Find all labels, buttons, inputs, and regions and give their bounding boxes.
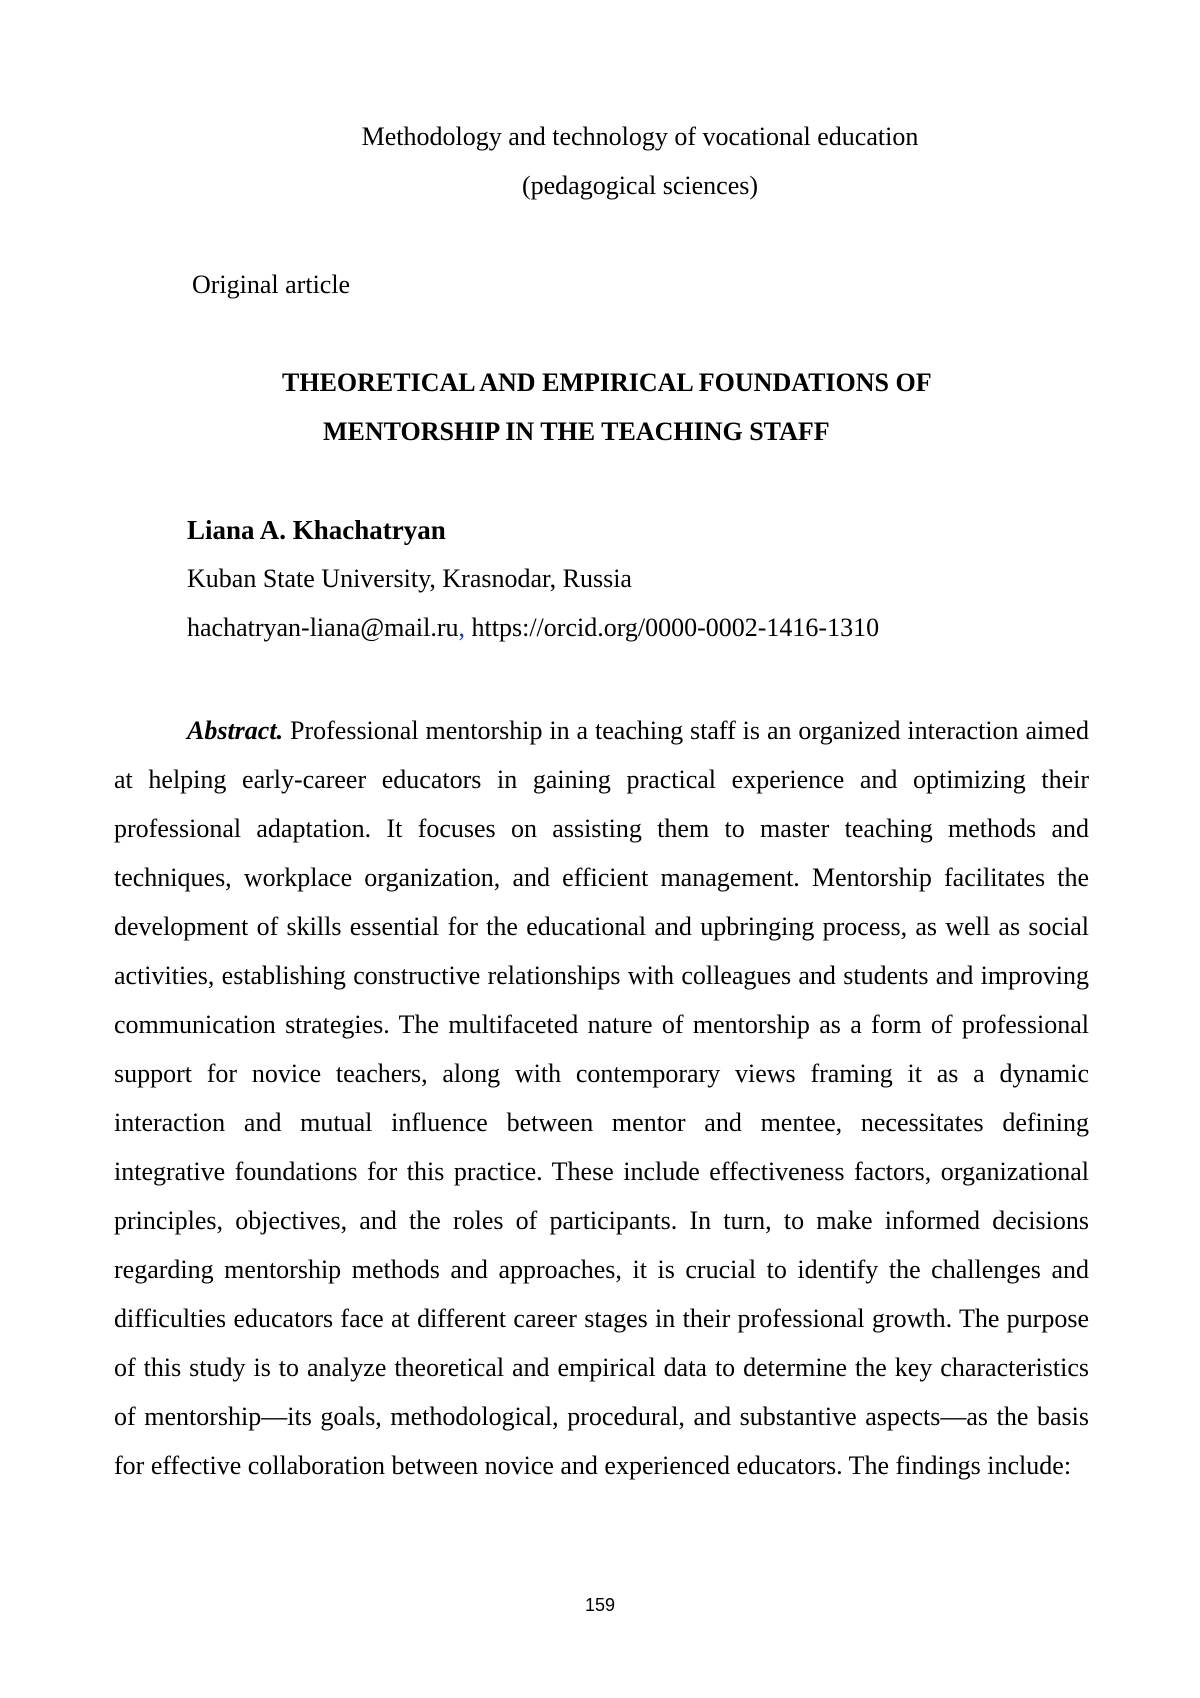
author-affiliation: Kuban State University, Krasnodar, Russia: [187, 564, 632, 593]
journal-section-subline: (pedagogical sciences): [521, 171, 759, 200]
author-email[interactable]: hachatryan-liana@mail.ru: [187, 613, 459, 642]
abstract-paragraph: [114, 706, 1089, 1490]
abstract-label: Abstract.: [187, 716, 284, 745]
article-type-label: Original article: [192, 270, 351, 299]
author-name: Liana A. Khachatryan: [187, 515, 446, 545]
author-contact: [187, 613, 879, 643]
contact-separator: ,: [458, 613, 466, 642]
journal-section-line: Methodology and technology of vocational education: [361, 122, 919, 151]
article-title-line-2: MENTORSHIP IN THE TEACHING STAFF: [323, 417, 830, 446]
author-orcid-link[interactable]: https://orcid.org/0000-0002-1416-1310: [465, 613, 880, 642]
article-title-line-1: THEORETICAL AND EMPIRICAL FOUNDATIONS OF: [282, 368, 932, 397]
page-number: 159: [584, 1595, 616, 1615]
abstract-text: Professional mentorship in a teaching staff is an organized interaction aimed at helping early-career educators in gaining practical experience and optimizing their professional adaptation. It focuses on assisting them to master teaching methods and techniques, workplace organization, and efficient management. Mentorship facilitates the development of skills essential for the educational and upbringing process, as well as social activities, establishing constructive relationships with colleagues and students and improving communication strategies. The multifaceted nature of mentorship as a form of professional support for novice teachers, along with contemporary views framing it as a dynamic interaction and mutual influence between mentor and mentee, necessitates defining integrative foundations for this practice. These include effectiveness factors, organizational principles, objectives, and the roles of participants. In turn, to make informed decisions regarding mentorship methods and approaches, it is crucial to identify the challenges and difficulties educators face at different career stages in their professional growth. The purpose of this study is to analyze theoretical and empirical data to determine the key characteristics of mentorship—its goals, methodological, procedural, and substantive aspects—as the basis for effective collaboration between novice and experienced educators. The findings include:: [114, 716, 1089, 1480]
